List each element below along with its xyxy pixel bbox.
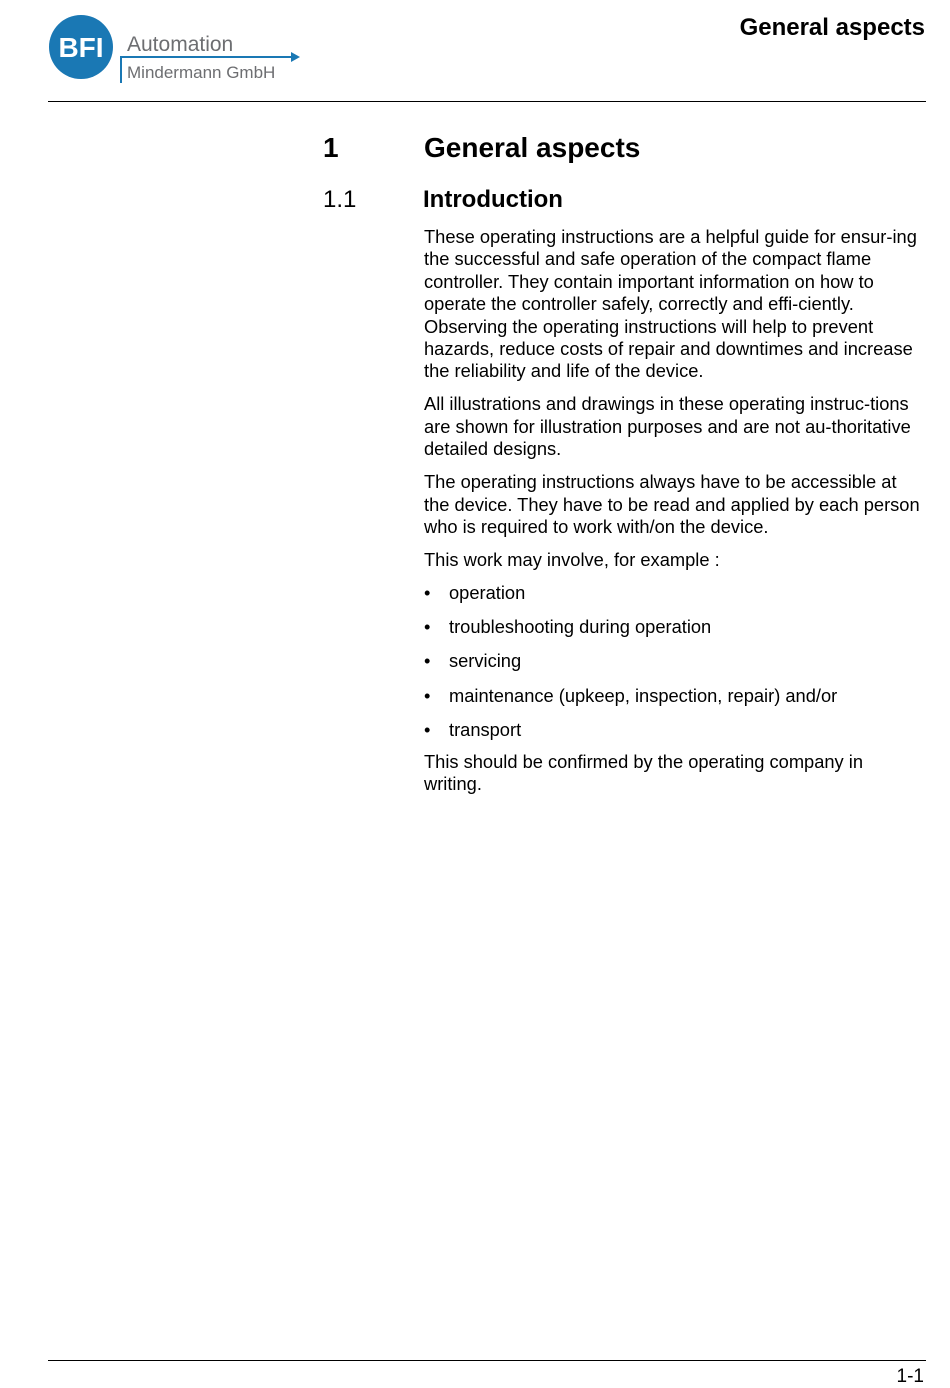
- list-item: [424, 719, 924, 741]
- list-item: [424, 582, 924, 604]
- list-item-text: servicing: [449, 650, 522, 672]
- logo-line2-text: Mindermann GmbH: [127, 63, 276, 82]
- list-item-text: transport: [449, 718, 522, 740]
- list-item: [424, 616, 924, 638]
- running-header-title: General aspects: [739, 14, 925, 41]
- illustrations-paragraph: All illustrations and drawings in these operating instruc-tions are shown for illustration purposes and are not au-thoritative detailed designs.: [424, 393, 911, 460]
- bullet-icon: •: [424, 582, 431, 604]
- closing-paragraph: This should be confirmed by the operating company in writing.: [424, 751, 863, 795]
- chapter-title: General aspects: [424, 132, 641, 163]
- logo-arrow-head: [291, 52, 300, 62]
- page-number: 1-1: [896, 1366, 924, 1387]
- list-item-text: operation: [449, 582, 526, 604]
- accessibility-paragraph: The operating instructions always have to be accessible at the device. They have to be read and applied by each person who is required to work with/on the device.: [424, 471, 920, 538]
- chapter-number: 1: [323, 132, 339, 163]
- company-logo: [48, 14, 308, 86]
- list-item-text: maintenance (upkeep, inspection, repair) and/or: [449, 684, 838, 706]
- body-content: [424, 226, 924, 806]
- logo-line1-text: Automation: [127, 33, 234, 56]
- bullet-icon: •: [424, 718, 431, 740]
- section-number: 1.1: [323, 186, 357, 213]
- footer-divider: [48, 1360, 926, 1361]
- logo-mark-text: BFI: [58, 32, 104, 63]
- list-item: [424, 685, 924, 707]
- header-divider: [48, 101, 926, 102]
- work-list: [424, 582, 924, 741]
- list-item: [424, 650, 924, 672]
- bullet-icon: •: [424, 616, 431, 638]
- bfi-logo-graphic: [48, 14, 308, 86]
- bullet-icon: •: [424, 650, 431, 672]
- work-involves-paragraph: This work may involve, for example :: [424, 549, 720, 571]
- section-title: Introduction: [423, 186, 563, 213]
- list-item-text: troubleshooting during operation: [449, 616, 712, 638]
- intro-paragraph: These operating instructions are a helpful guide for ensur-ing the successful and safe operation of the compact flame controller. They contain important information on how to operate the controller safely, correctly and effi-ciently. Observing the operating instructions will help to prevent hazards, reduce costs of repair and downtimes and increase the reliability and life of the device.: [424, 226, 917, 382]
- bullet-icon: •: [424, 684, 431, 706]
